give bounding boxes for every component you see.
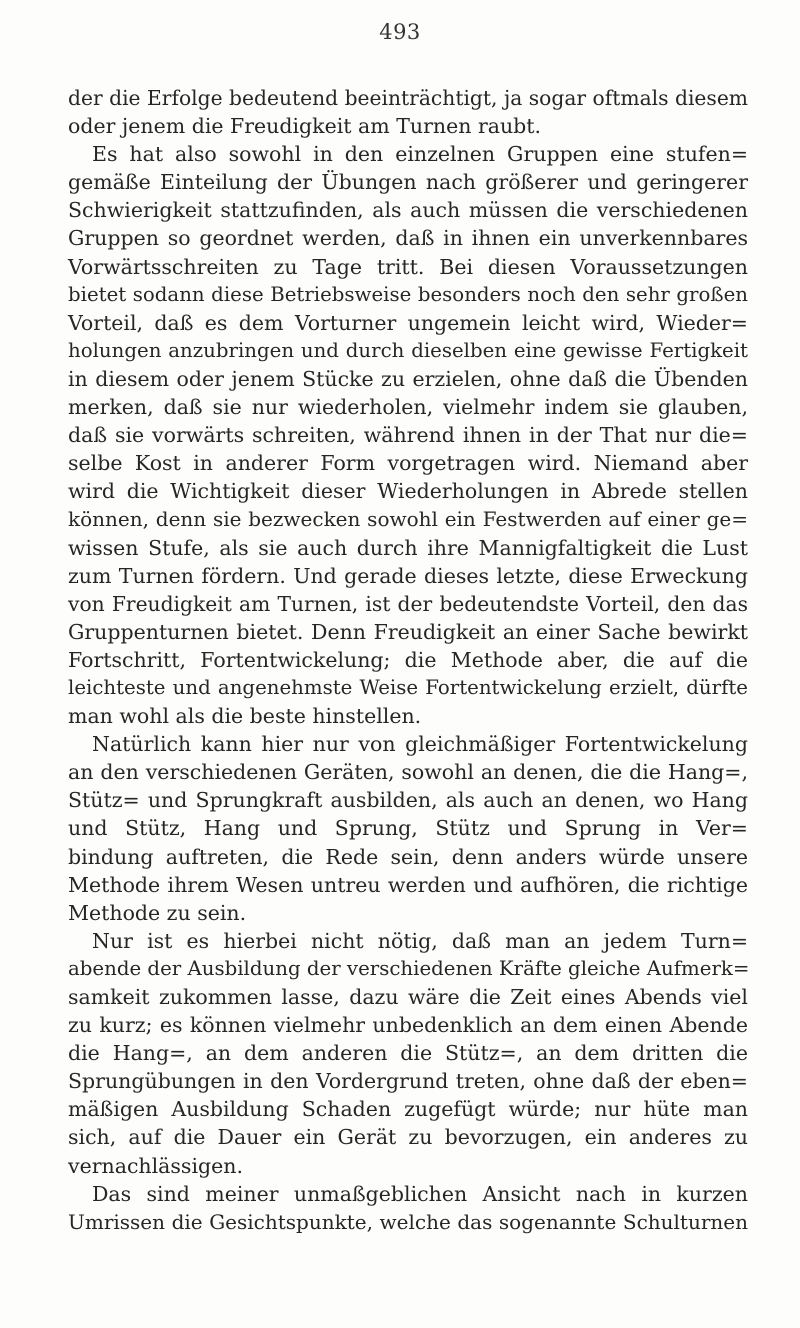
text-line: von Freudigkeit am Turnen, ist der bedeutendste Vorteil, den das [68, 591, 748, 616]
text-line: mäßigen Ausbildung Schaden zugefügt würde; nur hüte man [68, 1097, 748, 1122]
text-line: an den verschiedenen Geräten, sowohl an denen, die die Hang=, [68, 760, 748, 785]
text-line: gemäße Einteilung der Übungen nach größerer und geringerer [68, 170, 748, 195]
text-line: sich, auf die Dauer ein Gerät zu bevorzugen, ein anderes zu [68, 1125, 748, 1150]
text-line: Gruppenturnen bietet. Denn Freudigkeit an einer Sache bewirkt [68, 619, 748, 644]
text-line: Das sind meiner unmaßgeblichen Ansicht nach in kurzen [92, 1181, 748, 1206]
text-line: wissen Stufe, als sie auch durch ihre Mannigfaltigkeit die Lust [68, 535, 748, 560]
text-line: Methode ihrem Wesen untreu werden und aufhören, die richtige [68, 872, 748, 897]
text-line: Schwierigkeit stattzufinden, als auch müssen die verschiedenen [68, 198, 748, 223]
text-line: Gruppen so geordnet werden, daß in ihnen ein unverkennbares [68, 226, 748, 251]
text-line: abende der Ausbildung der verschiedenen Kräfte gleiche Aufmerk= [68, 956, 750, 980]
text-line: bietet sodann diese Betriebsweise besonders noch den sehr großen [68, 282, 748, 306]
text-line: der die Erfolge bedeutend beeinträchtigt, ja sogar oftmals diesem [68, 86, 748, 110]
text-line: Stütz= und Sprungkraft ausbilden, als auch an denen, wo Hang [68, 788, 748, 813]
text-line: man wohl als die beste hinstellen. [68, 704, 422, 729]
text-line: merken, daß sie nur wiederholen, vielmehr indem sie glauben, [68, 395, 748, 420]
text-line: Sprungübungen in den Vordergrund treten, ohne daß der eben= [68, 1069, 748, 1094]
page-number: 493 [379, 20, 421, 44]
text-line: Vorwärtsschreiten zu Tage tritt. Bei diesen Voraussetzungen [68, 254, 748, 279]
text-line: Umrissen die Gesichtspunkte, welche das sogenannte Schulturnen [68, 1209, 748, 1234]
text-line: selbe Kost in anderer Form vorgetragen wird. Niemand aber [68, 451, 748, 476]
text-line: daß sie vorwärts schreiten, während ihnen in der That nur die= [68, 423, 748, 448]
text-line: vernachlässigen. [68, 1153, 243, 1178]
text-line: Es hat also sowohl in den einzelnen Gruppen eine stufen= [92, 142, 748, 167]
text-line: Methode zu sein. [68, 900, 247, 925]
text-line: die Hang=, an dem anderen die Stütz=, an dem dritten die [68, 1041, 748, 1066]
text-line: und Stütz, Hang und Sprung, Stütz und Sprung in Ver= [68, 816, 748, 841]
text-line: Natürlich kann hier nur von gleichmäßiger Fortentwickelung [92, 732, 748, 757]
text-line: oder jenem die Freudigkeit am Turnen raubt. [68, 114, 542, 139]
text-line: holungen anzubringen und durch dieselben eine gewisse Fertigkeit [68, 338, 748, 362]
text-line: zu kurz; es können vielmehr unbedenklich an dem einen Abende [68, 1013, 748, 1038]
text-line: Nur ist es hierbei nicht nötig, daß man an jedem Turn= [92, 928, 748, 953]
text-line: bindung auftreten, die Rede sein, denn anders würde unsere [68, 844, 748, 869]
text-line: Vorteil, daß es dem Vorturner ungemein leicht wird, Wieder= [68, 310, 748, 335]
text-line: zum Turnen fördern. Und gerade dieses letzte, diese Erweckung [68, 563, 748, 588]
text-line: wird die Wichtigkeit dieser Wiederholungen in Abrede stellen [68, 479, 748, 504]
text-line: samkeit zukommen lasse, dazu wäre die Zeit eines Abends viel [68, 985, 748, 1009]
text-line: leichteste und angenehmste Weise Fortentwickelung erzielt, dürfte [68, 675, 748, 699]
text-line: können, denn sie bezwecken sowohl ein Festwerden auf einer ge= [68, 507, 748, 532]
body-text [68, 84, 748, 1236]
text-line: Fortschritt, Fortentwickelung; die Methode aber, die auf die [68, 647, 748, 672]
text-line: in diesem oder jenem Stücke zu erzielen, ohne daß die Übenden [68, 366, 748, 391]
